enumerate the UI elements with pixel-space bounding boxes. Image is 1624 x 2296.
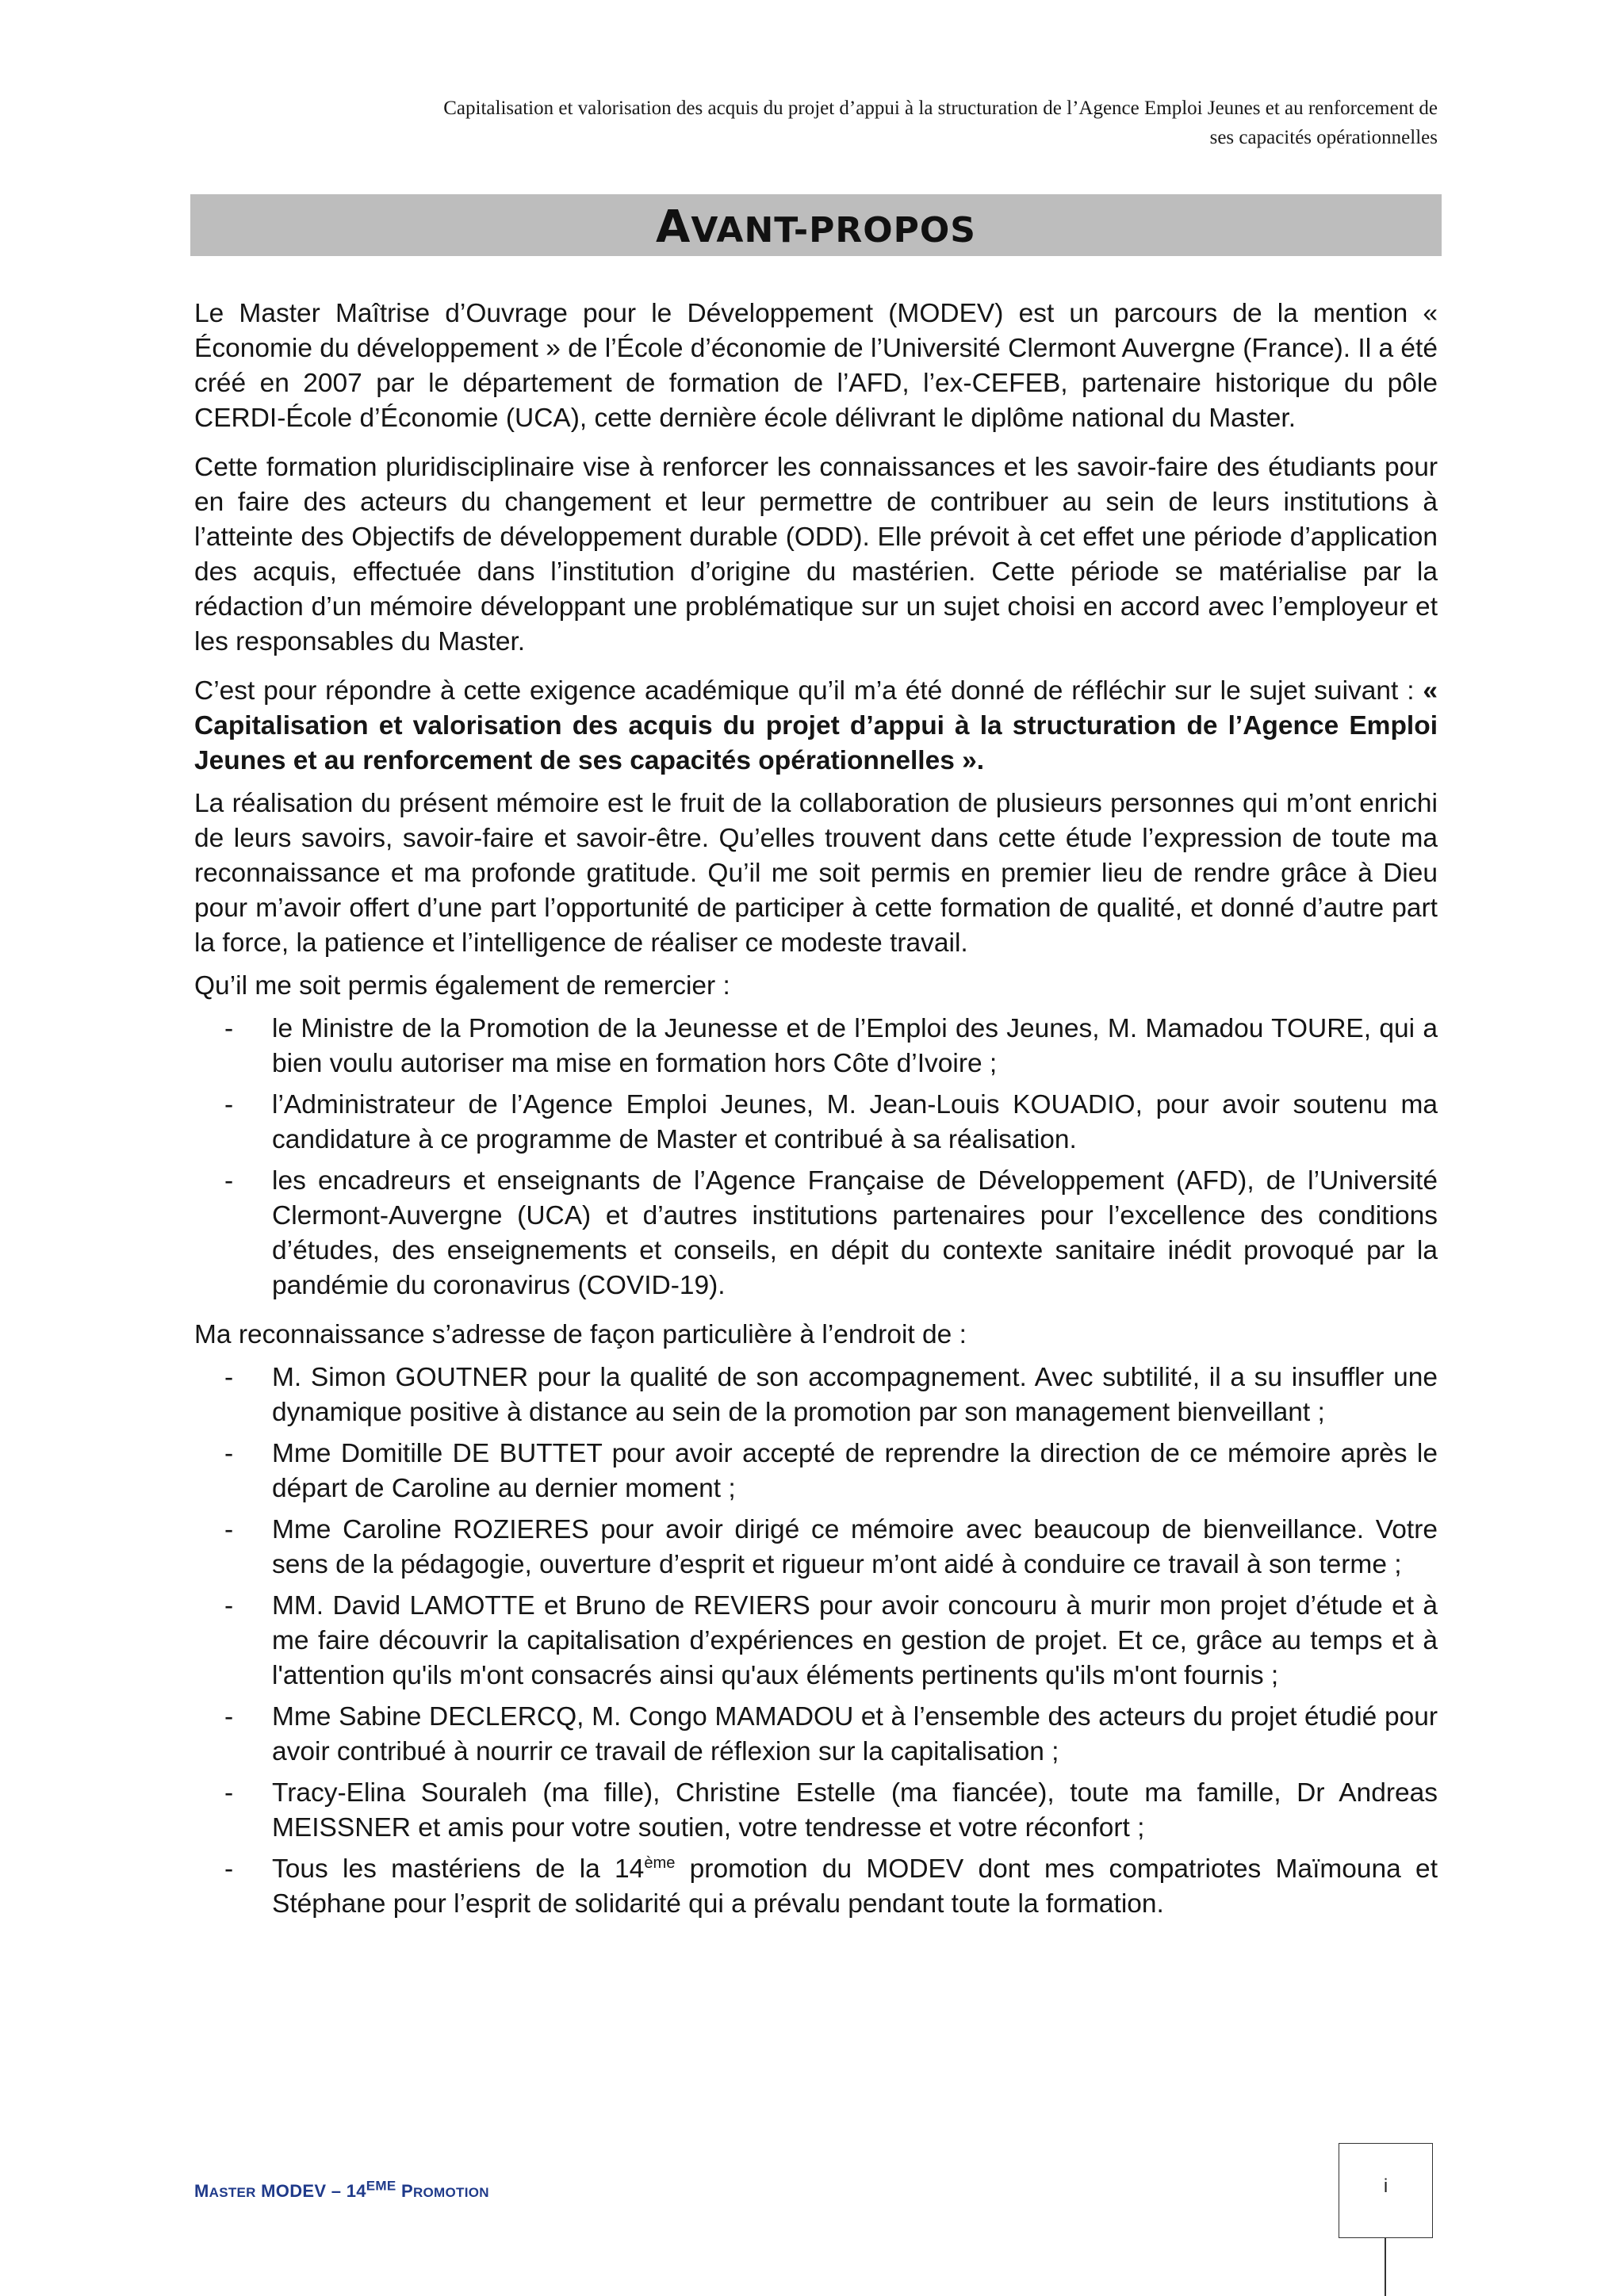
list-item-text: le Ministre de la Promotion de la Jeunesse et de l’Emploi des Jeunes, M. Mamadou TOURE, qui a bien voulu autoriser ma mise en formation hors Côte d’Ivoire ; [272,1014,1438,1078]
footer-program [194,2178,489,2202]
page-number: i [1383,2175,1388,2197]
list-item [194,1360,1438,1430]
list-item-text: MM. David LAMOTTE et Bruno de REVIERS pour avoir concouru à murir mon projet d’étude et à me faire découvrir la capitalisation d’expériences en gestion de projet. Et ce, grâce au temps et à l'attention qu'ils m'ont consacrés ainsi qu'aux éléments pertinents qu'ils m'ont fournis ; [272,1591,1438,1690]
dash-bullet: - [224,1854,234,1884]
title-rest: VANT-PROPOS [691,210,976,251]
main-content [194,297,1438,1936]
list-item-text [272,1854,1438,1919]
list-item-text: Tracy-Elina Souraleh (ma fille), Christine Estelle (ma fiancée), toute ma famille, Dr Andreas MEISSNER et amis pour votre soutien, votre tendresse et votre réconfort ; [272,1778,1438,1843]
list-item [194,1088,1438,1158]
page-title [190,194,1442,264]
list-item [194,1776,1438,1846]
subject-title: « Capitalisation et valorisation des acquis du projet d’appui à la structuration de l’Agence Emploi Jeunes et au renforcement de ses capacités opérationnelles ». [194,676,1438,775]
paragraph-thanks: La réalisation du présent mémoire est le fruit de la collaboration de plusieurs personnes qui m’ont enrichi de leurs savoirs, savoir-faire et savoir-être. Qu’elles trouvent dans cette étude l’expression de toute ma reconnaissance et ma profonde gratitude. Qu’il me soit permis en premier lieu de rendre grâce à Dieu pour m’avoir offert d’une part l’opportunité de participer à cette formation de qualité, et donné d’autre part la force, la patience et l’intelligence de réaliser ce modeste travail. [194,789,1438,958]
paragraph-formation: Cette formation pluridisciplinaire vise à renforcer les connaissances et les savoir-faire des étudiants pour en faire des acteurs du changement et leur permettre de contribuer au sein de leurs institutions à l’atteinte des Objectifs de développement durable (ODD). Elle prévoit à cet effet une période d’application des acquis, effectuée dans l’institution d’origine du mastérien. Cette période se matérialise par la rédaction d’un mémoire développant une problématique sur un sujet choisi en accord avec l’employeur et les responsables du Master. [194,453,1438,656]
header-line-1: Capitalisation et valorisation des acquis du projet d’appui à la structuration de l’Agence Emploi Jeunes et au renforcement de [443,98,1438,119]
list-text-part: Tous les mastériens de la 14 [272,1854,645,1884]
dash-bullet: - [224,1363,234,1392]
dash-bullet: - [224,1515,234,1544]
list-item [194,1852,1438,1922]
list-item-text: Mme Sabine DECLERCQ, M. Congo MAMADOU et à l’ensemble des acteurs du projet étudié pour avoir contribué à nourrir ce travail de réflexion sur la capitalisation ; [272,1702,1438,1766]
thanks-list [194,1012,1438,1303]
list-item [194,1700,1438,1770]
title-bar [190,194,1442,256]
dash-bullet: - [224,1014,234,1043]
footer-text: ROMOTION [412,2185,489,2200]
list-item-text: Mme Caroline ROZIERES pour avoir dirigé ce mémoire avec beaucoup de bienveillance. Votre sens de la pédagogie, ouverture d’esprit et rigueur m’ont aidé à conduire ce travail à son terme ; [272,1515,1438,1579]
list-text-part: promotion du MODEV dont mes compatriotes Maïmouna et Stéphane pour l’esprit de solidarité qui a prévalu pendant toute la formation. [272,1854,1438,1919]
subject-intro: C’est pour répondre à cette exigence académique qu’il m’a été donné de réfléchir sur le sujet suivant : [194,676,1423,706]
footer-text: M [194,2181,209,2201]
footer-text: ASTER [209,2185,256,2200]
dash-bullet: - [224,1166,234,1196]
list-item [194,1164,1438,1303]
paragraph-remercier: Qu’il me soit permis également de remercier : [194,971,730,1001]
paragraph-intro: Le Master Maîtrise d’Ouvrage pour le Développement (MODEV) est un parcours de la mention « Économie du développement » de l’École d’économie de l’Université Clermont Auvergne (France). Il a été créé en 2007 par le département de formation de l’AFD, l’ex-CEFEB, partenaire historique du pôle CERDI-École d’Économie (UCA), cette dernière école délivrant le diplôme national du Master. [194,299,1438,433]
acknowledgement-list [194,1360,1438,1922]
page-box-line [1385,2237,1386,2296]
dash-bullet: - [224,1591,234,1621]
page-number-box [1339,2143,1433,2238]
running-header [194,94,1438,152]
list-item [194,1589,1438,1693]
list-item-text: les encadreurs et enseignants de l’Agence Française de Développement (AFD), de l’Université Clermont-Auvergne (UCA) et d’autres institutions partenaires pour l’excellence des conditions d’études, des enseignements et conseils, en dépit du contexte sanitaire inédit provoqué par la pandémie du coronavirus (COVID-19). [272,1166,1438,1300]
list-item [194,1012,1438,1081]
paragraph-subject [194,674,1438,779]
list-item [194,1513,1438,1582]
superscript: ème [644,1854,676,1872]
header-line-2: ses capacités opérationnelles [1209,127,1438,148]
footer-text: MODEV – 14 [255,2181,366,2201]
list-item-text: M. Simon GOUTNER pour la qualité de son accompagnement. Avec subtilité, il a su insuffler une dynamique positive à distance au sein de la promotion par son management bienveillant ; [272,1363,1438,1427]
list-item [194,1437,1438,1506]
list-item-text: Mme Domitille DE BUTTET pour avoir accepté de reprendre la direction de ce mémoire après le départ de Caroline au dernier moment ; [272,1439,1438,1503]
title-initial: A [656,201,691,253]
footer-text: P [396,2181,413,2201]
dash-bullet: - [224,1778,234,1808]
dash-bullet: - [224,1439,234,1468]
footer-superscript: EME [366,2178,396,2194]
paragraph-reconnaissance: Ma reconnaissance s’adresse de façon particulière à l’endroit de : [194,1320,967,1349]
list-item-text: l’Administrateur de l’Agence Emploi Jeunes, M. Jean-Louis KOUADIO, pour avoir soutenu ma candidature à ce programme de Master et contribué à sa réalisation. [272,1090,1438,1154]
dash-bullet: - [224,1702,234,1732]
dash-bullet: - [224,1090,234,1119]
